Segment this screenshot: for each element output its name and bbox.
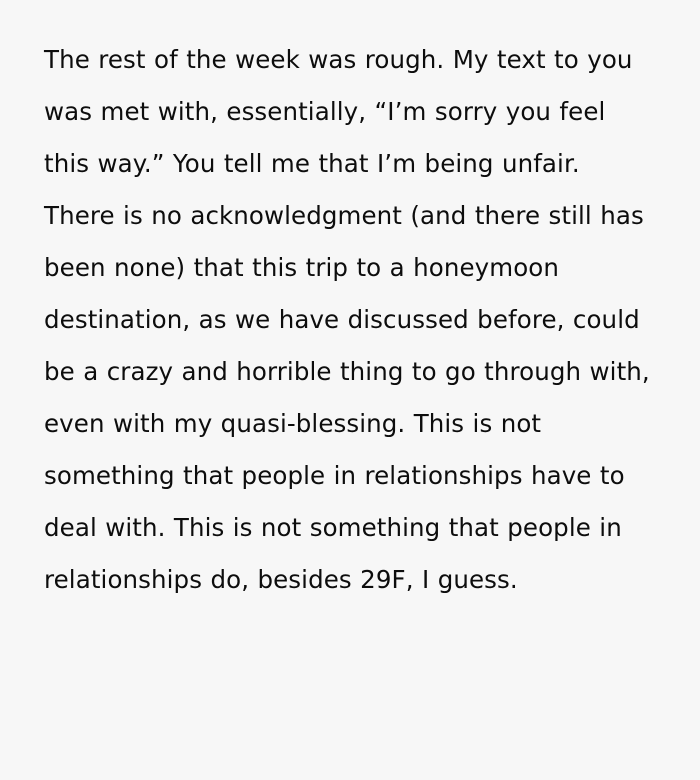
paragraph-1: The rest of the week was rough. My text to you was met with, essentially, “I’m sorry you feel this way.” You tell me that I’m being unfair. (44, 45, 633, 178)
story-text-block (44, 34, 656, 606)
paragraph-2: There is no acknowledgment (and there still has been none) that this trip to a honeymoon destination, as we have discussed before, could be a crazy and horrible thing to go through with, even with my quasi-blessing. This is not something that people in relationships have to deal with. This is not something that people in relationships do, besides 29F, I guess. (44, 201, 650, 594)
